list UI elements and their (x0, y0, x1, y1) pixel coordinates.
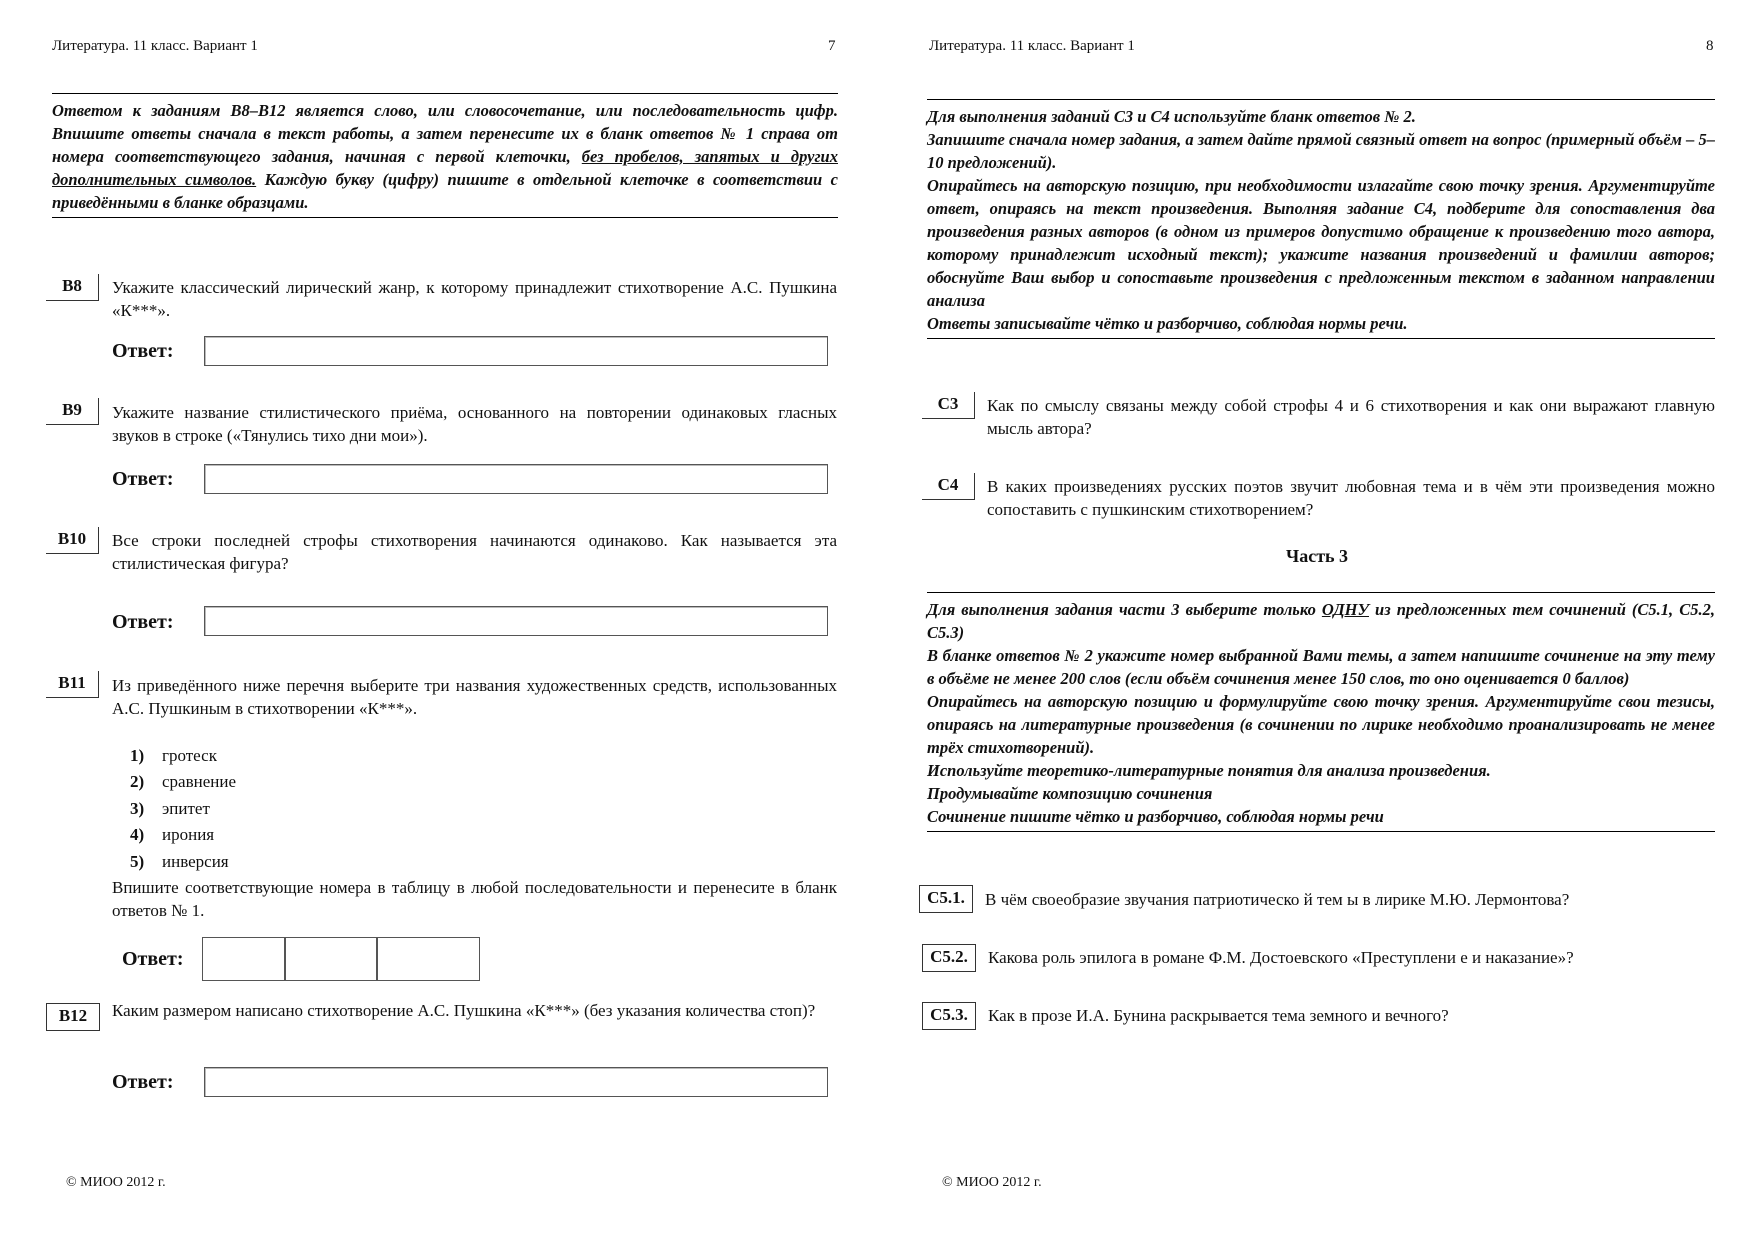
task-c5-1-text: В чём своеобразие звучания патриотическо й тем ы в лирике М.Ю. Лермонтова? (985, 890, 1570, 909)
page-footer: © МИОО 2012 г. (66, 1175, 166, 1190)
instruction-line: Запишите сначала номер задания, а затем дайте прямой связный ответ на вопрос (примерный объём – 5–10 предложений). (927, 130, 1715, 172)
answer-input-b12[interactable] (204, 1067, 828, 1097)
instruction-underlined: без пробелов, запятых и других дополнительных символов. (52, 147, 838, 189)
part-title: Часть 3 (1286, 546, 1349, 566)
page-header: Литература. 11 класс. Вариант 1 (52, 38, 258, 54)
task-label: С3 (922, 392, 975, 419)
instruction-line: В бланке ответов № 2 укажите номер выбранной Вами темы, а затем напишите сочинение на эту тему в объёме не менее 200 слов (если объём сочинения менее 150 слов, то оно оценивается 0 баллов) (927, 646, 1715, 688)
task-label: С5.2. (922, 944, 976, 972)
answer-cell-1[interactable] (202, 937, 286, 981)
task-b11-after-text: Впишите соответствующие номера в таблицу в любой последовательности и перенесите в бланк ответов № 1. (112, 878, 837, 920)
task-label: С4 (922, 473, 975, 500)
task-label: С5.1. (919, 885, 973, 913)
instruction-line: Опирайтесь на авторскую позицию и формулируйте свою точку зрения. Аргументируйте свои тезисы, опираясь на литературные произведения (в сочинении по лирике необходимо проанализировать не менее трёх стихотворений). (927, 692, 1715, 757)
answer-cell-3[interactable] (376, 937, 480, 981)
answer-label: Ответ: (112, 340, 174, 362)
answer-input-b9[interactable] (204, 464, 828, 494)
right-page (877, 0, 1754, 1239)
instruction-block (52, 93, 838, 218)
instruction-line: Опирайтесь на авторскую позицию, при необходимости излагайте свою точку зрения. Аргументируйте ответ, опираясь на текст произведения. Выполняя задание С4, подберите для сопоставления два произведения разных авторов (в одном из примеров допустимо обращение к произведению того автора, которому принадлежит исходный текст); укажите названия произведений и фамилии авторов; обоснуйте Ваш выбор и сопоставьте произведения с предложенным текстом в заданном направлении анализа (927, 176, 1715, 310)
answer-input-b8[interactable] (204, 336, 828, 366)
page-footer: © МИОО 2012 г. (942, 1175, 1042, 1190)
page-number: 8 (1706, 38, 1714, 54)
option-item: 3) эпитет (130, 799, 210, 818)
page-number: 7 (828, 38, 836, 54)
task-label: С5.3. (922, 1002, 976, 1030)
task-label: В10 (46, 527, 99, 554)
instruction-underlined: ОДНУ (1321, 600, 1369, 619)
answer-cell-2[interactable] (284, 937, 378, 981)
instruction-text: Ответом к заданиям В8–В12 является слово, или словосочетание, или последовательность цифр. Впишите ответы сначала в текст работы, а затем перенесите их в бланк ответов № 1 справа от номера соответствующего задания, начиная с первой клеточки, (52, 101, 838, 166)
answer-label: Ответ: (112, 611, 174, 633)
task-label: В11 (46, 671, 99, 698)
task-c3-text: Как по смыслу связаны между собой строфы 4 и 6 стихотворения и как они выражают главную мысль автора? (987, 396, 1715, 438)
answer-input-b10[interactable] (204, 606, 828, 636)
task-b11-text: Из приведённого ниже перечня выберите три названия художественных средств, использованных А.С. Пушкиным в стихотворении «К***». (112, 676, 837, 718)
instruction-line: Продумывайте композицию сочинения (927, 784, 1213, 803)
instruction-line: Используйте теоретико-литературные понятия для анализа произведения. (927, 761, 1491, 780)
task-b8-text: Укажите классический лирический жанр, к которому принадлежит стихотворение А.С. Пушкина «К***». (112, 278, 837, 320)
task-c5-2-text: Какова роль эпилога в романе Ф.М. Достоевского «Преступлени е и наказание»? (988, 948, 1574, 967)
task-label: В9 (46, 398, 99, 425)
instruction-block (927, 99, 1715, 339)
instruction-text: Для выполнения задания части 3 выберите только (927, 600, 1322, 619)
instruction-text-end: из предложенных тем сочинений (С5.1, С5.2, С5.3) (927, 600, 1715, 642)
answer-label: Ответ: (122, 948, 184, 970)
instruction-text-end: Каждую букву (цифру) пишите в отдельной клеточке в соответствии с приведёнными в бланке образцами. (52, 170, 838, 212)
instruction-line: Сочинение пишите чётко и разборчиво, соблюдая нормы речи (927, 807, 1384, 826)
task-b12-text: Каким размером написано стихотворение А.С. Пушкина «К***» (без указания количества стоп)? (112, 1001, 816, 1020)
instruction-line: Для выполнения заданий С3 и С4 используйте бланк ответов № 2. (927, 107, 1416, 126)
task-b9-text: Укажите название стилистического приёма, основанного на повторении одинаковых гласных звуков в строке («Тянулись тихо дни мои»). (112, 403, 837, 445)
option-item: 5) инверсия (130, 852, 229, 871)
task-label: В8 (46, 274, 99, 301)
answer-label: Ответ: (112, 1071, 174, 1093)
option-item: 4) ирония (130, 825, 215, 844)
task-c5-3-text: Как в прозе И.А. Бунина раскрывается тема земного и вечного? (988, 1006, 1449, 1025)
instruction-block-part3 (927, 592, 1715, 832)
task-label: В12 (46, 1003, 100, 1031)
page-header: Литература. 11 класс. Вариант 1 (929, 38, 1135, 54)
option-item: 2) сравнение (130, 772, 237, 791)
option-item: 1) гротеск (130, 746, 217, 765)
answer-label: Ответ: (112, 468, 174, 490)
task-c4-text: В каких произведениях русских поэтов звучит любовная тема и в чём эти произведения можно сопоставить с пушкинским стихотворением? (987, 477, 1715, 519)
instruction-line: Ответы записывайте чётко и разборчиво, соблюдая нормы речи. (927, 314, 1408, 333)
task-b10-text: Все строки последней строфы стихотворения начинаются одинаково. Как называется эта стилистическая фигура? (112, 531, 837, 573)
